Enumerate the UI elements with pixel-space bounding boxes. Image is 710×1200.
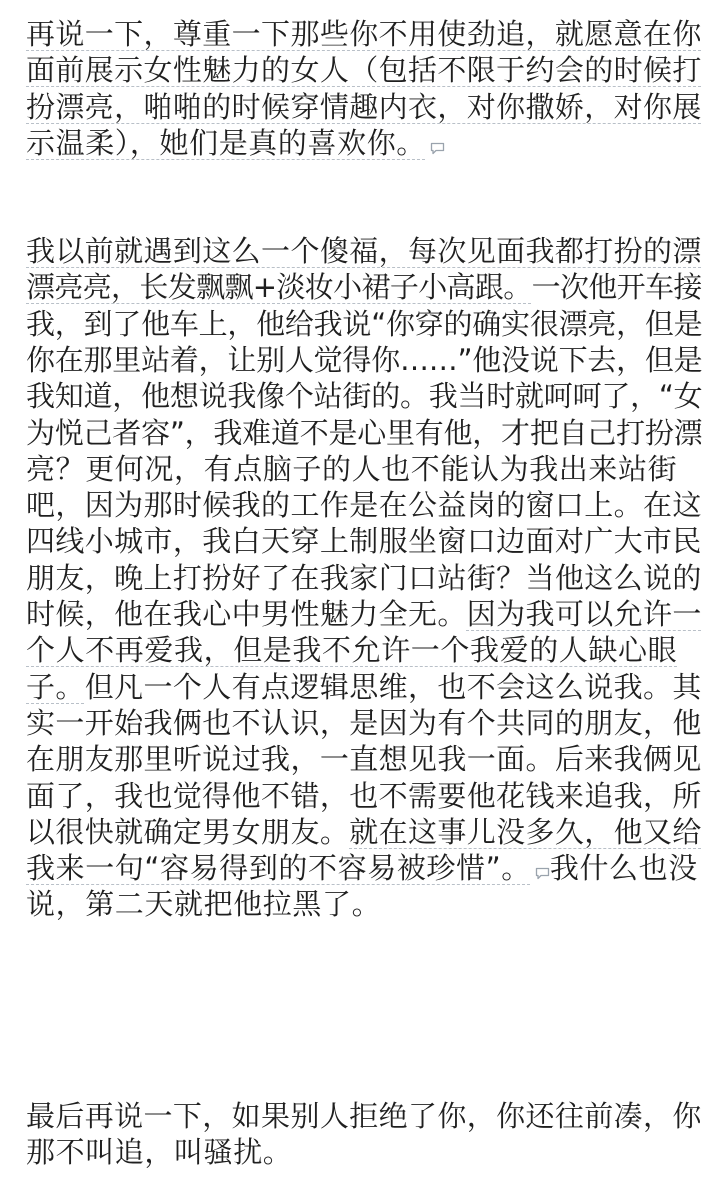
comment-icon[interactable] — [535, 867, 550, 880]
highlighted-text[interactable]: 漂亮亮，长发飘飘+淡妆小裙子小高跟。 — [26, 270, 532, 305]
text-segment: 实一开始我俩也不认识，是因为有个共同的朋友，他 — [26, 705, 702, 740]
text-segment: 以很快就确定男女朋友。 — [26, 814, 350, 849]
highlighted-text[interactable]: 扮漂亮，啪啪的时候穿情趣内衣，对你撒娇，对你展 — [26, 89, 702, 124]
text-segment: 我，到了他车上，他给我说“你穿的确实很漂亮，但是 — [26, 306, 703, 341]
text-segment: 亮？更何况，有点脑子的人也不能认为我出来站街 — [26, 451, 678, 486]
text-segment: 一次他开车接 — [531, 270, 702, 305]
text-segment: 吧，因为那时候我的工作是在公益岗的窗口上。在这 — [26, 488, 702, 523]
highlighted-text[interactable]: 子。 — [26, 669, 85, 704]
text-segment: 面了，我也觉得他不错，也不需要他花钱来追我，所 — [26, 778, 702, 813]
text-line — [26, 1130, 292, 1174]
highlighted-text[interactable]: 示温柔），她们是真的喜欢你。 — [26, 125, 426, 160]
highlighted-text[interactable]: 就在这事儿没多久，他又给 — [349, 814, 702, 849]
highlighted-text[interactable]: 我来一句“容易得到的不容易被珍惜”。 — [26, 851, 531, 886]
text-segment: 但凡一个人有点逻辑思维，也不会这么说我。其 — [84, 669, 702, 704]
text-line — [26, 121, 445, 165]
highlighted-text[interactable]: 面前展示女性魅力的女人（包括不限于约会的时候打 — [26, 53, 702, 88]
highlighted-text[interactable]: 我以前就遇到这么一个傻福，每次见面我都打扮的漂 — [26, 234, 702, 268]
text-line — [26, 882, 381, 926]
text-segment: 我知道，他想说我像个站街的。我当时就呵呵了，“女 — [26, 379, 703, 414]
text-segment: 四线小城市，我白天穿上制服坐窗口边面对广大市民 — [26, 524, 702, 559]
comment-icon[interactable] — [430, 142, 445, 155]
text-segment: 你在那里站着，让别人觉得你……”他没说下去，但是 — [26, 342, 703, 377]
text-segment: 朋友，晚上打扮好了在我家门口站街？当他这么说的 — [26, 560, 702, 595]
text-segment: 说，第二天就把他拉黑了。 — [26, 887, 382, 922]
text-segment: 在朋友那里听说过我，一直想见我一面。后来我俩见 — [26, 742, 702, 777]
highlighted-text[interactable]: 因为我可以允许一 — [466, 597, 702, 631]
text-segment: 我什么也没 — [549, 851, 698, 886]
text-segment: 最后再说一下，如果别人拒绝了你，你还往前凑，你 — [26, 1099, 702, 1133]
highlighted-text[interactable]: 个人不再爱我，但是我不允许一个我爱的人缺心眼 — [26, 633, 678, 668]
highlighted-text[interactable]: 再说一下，尊重一下那些你不用使劲追，就愿意在你 — [26, 17, 702, 51]
text-segment: 为悦己者容”，我难道不是心里有他，才把自己打扮漂 — [26, 415, 703, 450]
text-segment: 那不叫追，叫骚扰。 — [26, 1135, 293, 1170]
text-segment: 时候，他在我心中男性魅力全无。 — [26, 597, 467, 631]
